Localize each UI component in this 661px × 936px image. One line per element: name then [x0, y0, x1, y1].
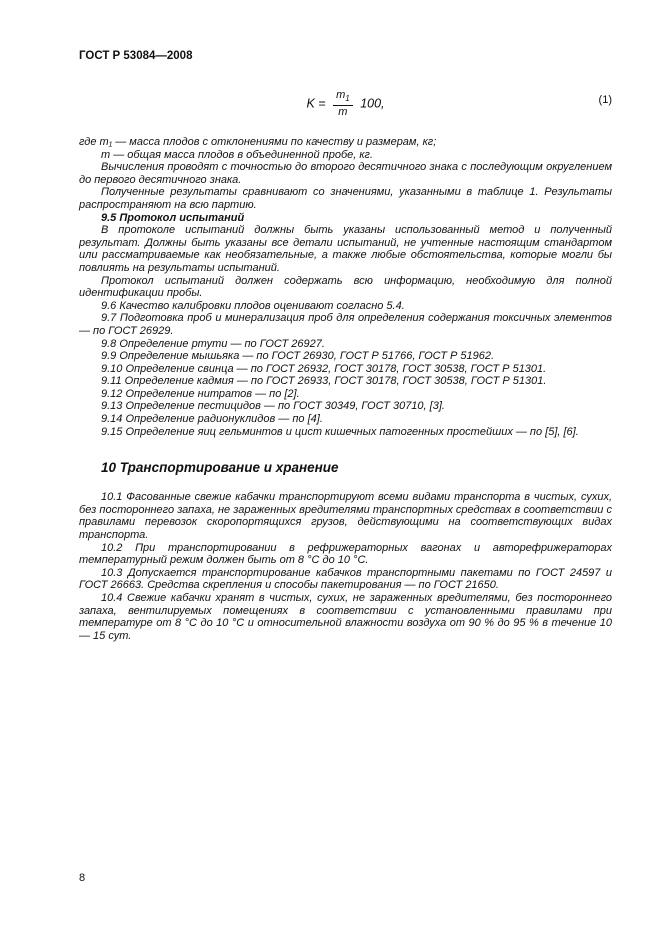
- fraction-denominator: m: [338, 105, 348, 118]
- equation-row: [79, 88, 612, 122]
- clause-10-3: 10.3 Допускается транспортирование кабачков транспортными пакетами по ГОСТ 24597 и ГОСТ 26663. Средства скрепления и способы пакетирования — по ГОСТ 21650.: [79, 566, 612, 592]
- clause-9-13: 9.13 Определение пестицидов — по ГОСТ 30349, ГОСТ 30710, [3].: [101, 400, 445, 413]
- section-heading-10: 10 Транспортирование и хранение: [101, 460, 339, 476]
- clause-9-11: 9.11 Определение кадмия — по ГОСТ 26933, ГОСТ 30178, ГОСТ 30538, ГОСТ Р 51301.: [101, 375, 547, 388]
- paragraph: Вычисления проводят с точностью до второго десятичного знака с последующим округлением до первого десятичного знака.: [79, 161, 612, 186]
- numerator-subscript: 1: [345, 94, 350, 104]
- document-body: [79, 136, 612, 642]
- clause-9-6: 9.6 Качество калибровки плодов оценивают согласно 5.4.: [101, 299, 405, 312]
- clause-9-7: 9.7 Подготовка проб и минерализация проб для определения содержания токсичных элементов — по ГОСТ 26929.: [79, 312, 612, 337]
- document-number: ГОСТ Р 53084—2008: [79, 50, 193, 62]
- clause-9-10: 9.10 Определение свинца — по ГОСТ 26932, ГОСТ 30178, ГОСТ 30538, ГОСТ Р 51301.: [101, 362, 547, 375]
- clause-10-4: 10.4 Свежие кабачки хранят в чистых, сухих, не зараженных вредителями, без постороннего запаха, вентилируемых помещениях в соответствии с установленными правилами при температуре от 8 °С до 10 °С и относительной влажности воздуха от 90 % до 95 % в течение 10 — 15 сут.: [79, 592, 612, 642]
- paragraph: Протокол испытаний должен содержать всю информацию, необходимую для полной идентификации пробы.: [79, 274, 612, 300]
- clause-9-14: 9.14 Определение радионуклидов — по [4].: [101, 413, 323, 426]
- equation-equals: =: [318, 96, 326, 111]
- page-content: [79, 50, 612, 642]
- page-number: 8: [79, 872, 86, 884]
- equation-fraction: [333, 90, 353, 118]
- where-clause-line-1: где m₁ — масса плодов с отклонениями по качеству и размерам, кг;: [79, 136, 437, 148]
- equation-multiplier: 100,: [360, 96, 385, 111]
- clause-10-1: 10.1 Фасованные свежие кабачки транспортируют всеми видами транспорта в чистых, сухих, без постороннего запаха, не зараженных вредителями транспортных средствах в соответствии с правилами перевозок скоропортящихся грузов, действующими на соответствующих видах транспорта.: [79, 491, 612, 542]
- clause-9-12: 9.12 Определение нитратов — по [2].: [101, 387, 300, 400]
- clause-10-2: 10.2 При транспортировании в рефрижераторных вагонах и авторефрижераторах температурный режим должен быть от 8 °С до 10 °С.: [79, 541, 612, 567]
- subsection-heading-9-5: 9.5 Протокол испытаний: [101, 211, 245, 224]
- equation-lhs: K: [306, 96, 315, 111]
- clause-9-8: 9.8 Определение ртути — по ГОСТ 26927.: [101, 337, 325, 350]
- clause-9-9: 9.9 Определение мышьяка — по ГОСТ 26930, ГОСТ Р 51766, ГОСТ Р 51962.: [101, 350, 495, 363]
- clause-9-15: 9.15 Определение яиц гельминтов и цист кишечных патогенных простейших — по [5], [6].: [101, 425, 579, 438]
- equation-number: (1): [598, 94, 612, 106]
- paragraph: В протоколе испытаний должны быть указаны использованный метод и полученный результат. Должны быть указаны все детали испытаний, не учтенные настоящим стандартом или рассматриваемые как необязательные, а также любые обстоятельства, которые могли бы повлиять на результаты испытаний.: [79, 224, 612, 274]
- paragraph: Полученные результаты сравнивают со значениями, указанными в таблице 1. Результаты распространяют на всю партию.: [79, 186, 612, 211]
- equation: [79, 90, 612, 118]
- where-clause-line-2: m — общая масса плодов в объединенной пробе, кг.: [101, 148, 374, 161]
- fraction-numerator: $m_1$: [333, 90, 353, 106]
